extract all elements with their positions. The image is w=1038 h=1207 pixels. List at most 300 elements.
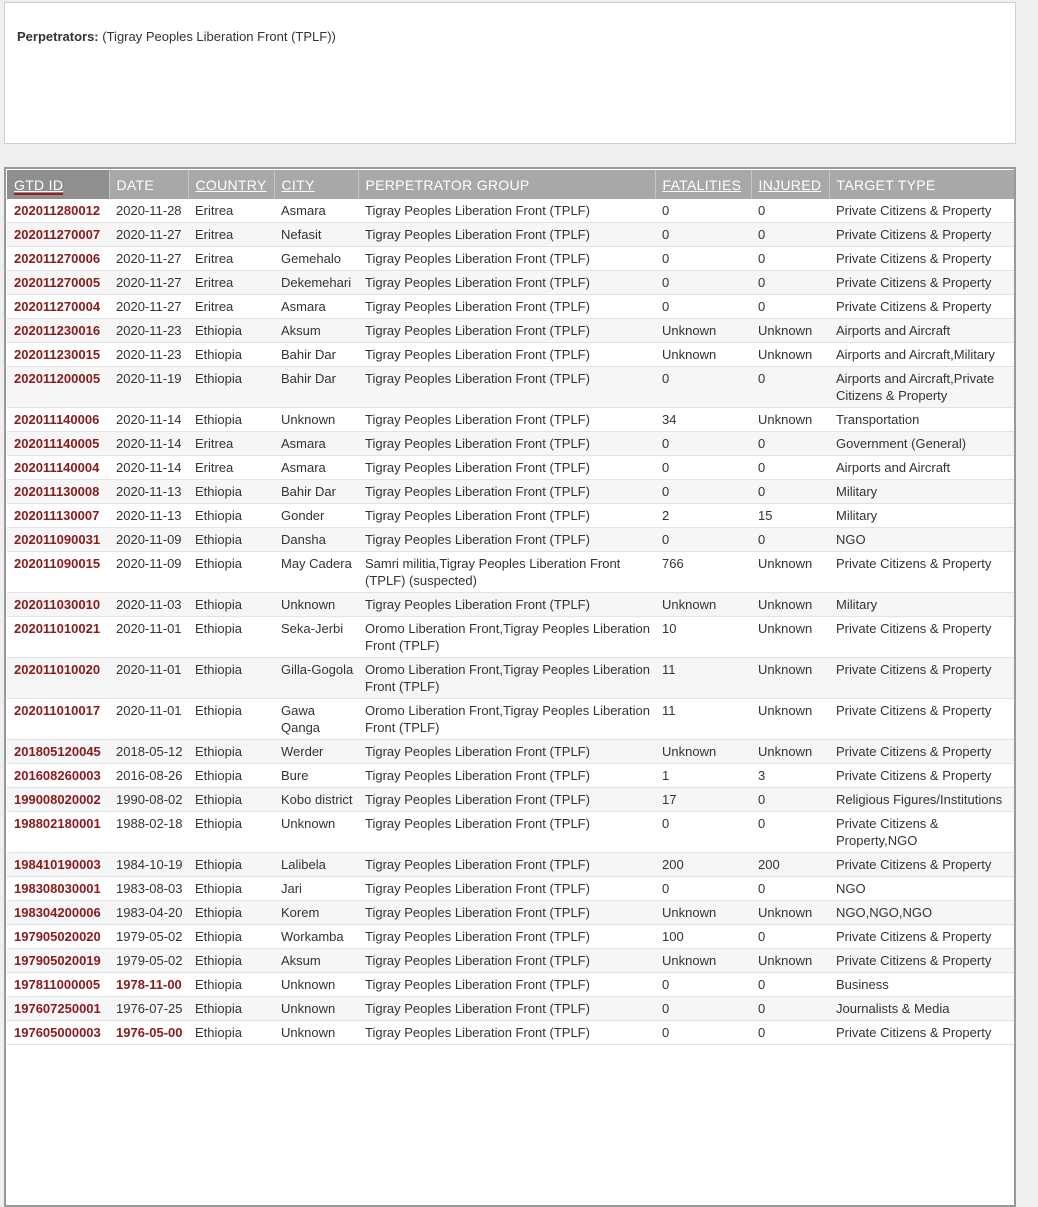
cell-injured: 0 bbox=[751, 788, 829, 812]
cell-fatalities: 0 bbox=[655, 480, 751, 504]
incident-link[interactable]: 202011140006 bbox=[14, 412, 100, 427]
cell-fatalities: Unknown bbox=[655, 343, 751, 367]
cell-fatalities: 0 bbox=[655, 1021, 751, 1045]
cell-injured: 0 bbox=[751, 812, 829, 853]
cell-injured: 0 bbox=[751, 367, 829, 408]
cell-injured: 0 bbox=[751, 247, 829, 271]
cell-fatalities: Unknown bbox=[655, 949, 751, 973]
cell-perpetrator: Tigray Peoples Liberation Front (TPLF) bbox=[358, 740, 655, 764]
column-header-fatalities[interactable] bbox=[655, 170, 751, 199]
incident-link[interactable]: 202011230015 bbox=[14, 347, 101, 362]
cell-city: Asmara bbox=[274, 199, 358, 223]
incident-link[interactable]: 202011090031 bbox=[14, 532, 101, 547]
cell-fatalities: Unknown bbox=[655, 593, 751, 617]
cell-country: Ethiopia bbox=[188, 593, 274, 617]
cell-target: Military bbox=[829, 480, 1015, 504]
column-header-city[interactable] bbox=[274, 170, 358, 199]
cell-injured: Unknown bbox=[751, 699, 829, 740]
table-row bbox=[7, 408, 1015, 432]
cell-perpetrator: Tigray Peoples Liberation Front (TPLF) bbox=[358, 432, 655, 456]
cell-city: Bahir Dar bbox=[274, 343, 358, 367]
cell-city: Unknown bbox=[274, 812, 358, 853]
cell-country: Ethiopia bbox=[188, 997, 274, 1021]
cell-perpetrator: Oromo Liberation Front,Tigray Peoples Liberation Front (TPLF) bbox=[358, 658, 655, 699]
cell-fatalities: 0 bbox=[655, 812, 751, 853]
incident-link[interactable]: 202011230016 bbox=[14, 323, 101, 338]
table-row bbox=[7, 528, 1015, 552]
cell-country: Ethiopia bbox=[188, 343, 274, 367]
cell-gtd-id bbox=[7, 295, 109, 319]
cell-country: Eritrea bbox=[188, 247, 274, 271]
cell-fatalities: Unknown bbox=[655, 901, 751, 925]
cell-injured: Unknown bbox=[751, 319, 829, 343]
cell-gtd-id bbox=[7, 593, 109, 617]
incident-link[interactable]: 197905020019 bbox=[14, 953, 101, 968]
cell-fatalities: 17 bbox=[655, 788, 751, 812]
cell-gtd-id bbox=[7, 901, 109, 925]
incident-link[interactable]: 202011270004 bbox=[14, 299, 101, 314]
cell-target: Military bbox=[829, 504, 1015, 528]
cell-gtd-id bbox=[7, 247, 109, 271]
cell-city: Bure bbox=[274, 764, 358, 788]
cell-perpetrator: Tigray Peoples Liberation Front (TPLF) bbox=[358, 528, 655, 552]
cell-gtd-id bbox=[7, 223, 109, 247]
cell-target: Private Citizens & Property bbox=[829, 295, 1015, 319]
table-row bbox=[7, 247, 1015, 271]
cell-injured: 200 bbox=[751, 853, 829, 877]
incident-link[interactable]: 202011270007 bbox=[14, 227, 101, 242]
incident-link[interactable]: 198308030001 bbox=[14, 881, 101, 896]
table-row bbox=[7, 432, 1015, 456]
column-header-gtd-id[interactable] bbox=[7, 170, 109, 199]
cell-date: 1983-04-20 bbox=[109, 901, 188, 925]
table-row bbox=[7, 973, 1015, 997]
cell-perpetrator: Tigray Peoples Liberation Front (TPLF) bbox=[358, 812, 655, 853]
table-header-row bbox=[7, 170, 1015, 199]
cell-fatalities: 34 bbox=[655, 408, 751, 432]
incident-link[interactable]: 198802180001 bbox=[14, 816, 101, 831]
cell-gtd-id bbox=[7, 408, 109, 432]
cell-target: Business bbox=[829, 973, 1015, 997]
cell-date: 1984-10-19 bbox=[109, 853, 188, 877]
results-table bbox=[7, 170, 1016, 1045]
table-row bbox=[7, 658, 1015, 699]
table-row bbox=[7, 877, 1015, 901]
cell-gtd-id bbox=[7, 877, 109, 901]
incident-link[interactable]: 198304200006 bbox=[14, 905, 101, 920]
cell-fatalities: 0 bbox=[655, 247, 751, 271]
cell-injured: 0 bbox=[751, 925, 829, 949]
cell-date: 2020-11-27 bbox=[109, 271, 188, 295]
incident-link[interactable]: 202011200005 bbox=[14, 371, 101, 386]
table-row bbox=[7, 901, 1015, 925]
cell-fatalities: 0 bbox=[655, 997, 751, 1021]
cell-target: Private Citizens & Property bbox=[829, 552, 1015, 593]
cell-country: Ethiopia bbox=[188, 949, 274, 973]
cell-fatalities: 0 bbox=[655, 271, 751, 295]
cell-fatalities: 0 bbox=[655, 199, 751, 223]
cell-gtd-id bbox=[7, 788, 109, 812]
cell-gtd-id bbox=[7, 528, 109, 552]
cell-country: Eritrea bbox=[188, 199, 274, 223]
cell-city: Gemehalo bbox=[274, 247, 358, 271]
cell-country: Ethiopia bbox=[188, 925, 274, 949]
cell-city: Korem bbox=[274, 901, 358, 925]
cell-target: Private Citizens & Property bbox=[829, 223, 1015, 247]
cell-perpetrator: Tigray Peoples Liberation Front (TPLF) bbox=[358, 343, 655, 367]
cell-perpetrator: Tigray Peoples Liberation Front (TPLF) bbox=[358, 456, 655, 480]
cell-date: 2020-11-27 bbox=[109, 223, 188, 247]
cell-city: Jari bbox=[274, 877, 358, 901]
cell-perpetrator: Tigray Peoples Liberation Front (TPLF) bbox=[358, 1021, 655, 1045]
incident-link[interactable]: 197607250001 bbox=[14, 1001, 101, 1016]
cell-fatalities: 10 bbox=[655, 617, 751, 658]
cell-date: 2020-11-23 bbox=[109, 319, 188, 343]
table-row bbox=[7, 699, 1015, 740]
cell-date: 1979-05-02 bbox=[109, 925, 188, 949]
cell-date: 2020-11-13 bbox=[109, 480, 188, 504]
cell-perpetrator: Tigray Peoples Liberation Front (TPLF) bbox=[358, 223, 655, 247]
cell-gtd-id bbox=[7, 367, 109, 408]
cell-date: 2018-05-12 bbox=[109, 740, 188, 764]
incident-link[interactable]: 197605000003 bbox=[14, 1025, 101, 1040]
cell-country: Ethiopia bbox=[188, 973, 274, 997]
column-header-date bbox=[109, 170, 188, 199]
cell-target: Private Citizens & Property,NGO bbox=[829, 812, 1015, 853]
table-row bbox=[7, 764, 1015, 788]
cell-perpetrator: Tigray Peoples Liberation Front (TPLF) bbox=[358, 788, 655, 812]
cell-target: Private Citizens & Property bbox=[829, 764, 1015, 788]
cell-date: 1976-05-00 bbox=[109, 1021, 188, 1045]
cell-perpetrator: Tigray Peoples Liberation Front (TPLF) bbox=[358, 973, 655, 997]
table-row bbox=[7, 812, 1015, 853]
cell-gtd-id bbox=[7, 853, 109, 877]
cell-date: 2020-11-14 bbox=[109, 456, 188, 480]
cell-date: 1988-02-18 bbox=[109, 812, 188, 853]
cell-perpetrator: Samri militia,Tigray Peoples Liberation Front (TPLF) (suspected) bbox=[358, 552, 655, 593]
cell-country: Ethiopia bbox=[188, 408, 274, 432]
cell-perpetrator: Tigray Peoples Liberation Front (TPLF) bbox=[358, 408, 655, 432]
cell-city: Asmara bbox=[274, 432, 358, 456]
cell-fatalities: 11 bbox=[655, 699, 751, 740]
cell-country: Ethiopia bbox=[188, 504, 274, 528]
cell-city: Unknown bbox=[274, 1021, 358, 1045]
cell-country: Ethiopia bbox=[188, 740, 274, 764]
cell-injured: 0 bbox=[751, 295, 829, 319]
cell-date: 1990-08-02 bbox=[109, 788, 188, 812]
cell-city: Gonder bbox=[274, 504, 358, 528]
cell-injured: Unknown bbox=[751, 617, 829, 658]
cell-city: Unknown bbox=[274, 593, 358, 617]
cell-fatalities: 766 bbox=[655, 552, 751, 593]
cell-date: 2020-11-01 bbox=[109, 617, 188, 658]
cell-country: Ethiopia bbox=[188, 552, 274, 593]
incident-link[interactable]: 202011270005 bbox=[14, 275, 101, 290]
cell-gtd-id bbox=[7, 199, 109, 223]
cell-date: 2020-11-14 bbox=[109, 408, 188, 432]
cell-date: 2020-11-27 bbox=[109, 295, 188, 319]
cell-perpetrator: Tigray Peoples Liberation Front (TPLF) bbox=[358, 925, 655, 949]
table-row bbox=[7, 1021, 1015, 1045]
cell-perpetrator: Tigray Peoples Liberation Front (TPLF) bbox=[358, 949, 655, 973]
cell-perpetrator: Tigray Peoples Liberation Front (TPLF) bbox=[358, 247, 655, 271]
cell-perpetrator: Tigray Peoples Liberation Front (TPLF) bbox=[358, 367, 655, 408]
incident-link[interactable]: 202011030010 bbox=[14, 597, 101, 612]
column-header-label: PERPETRATOR GROUP bbox=[365, 176, 530, 193]
table-row bbox=[7, 456, 1015, 480]
column-header-label: GTD ID bbox=[14, 176, 64, 193]
cell-injured: Unknown bbox=[751, 658, 829, 699]
cell-date: 2020-11-28 bbox=[109, 199, 188, 223]
cell-gtd-id bbox=[7, 699, 109, 740]
cell-city: May Cadera bbox=[274, 552, 358, 593]
cell-perpetrator: Tigray Peoples Liberation Front (TPLF) bbox=[358, 877, 655, 901]
cell-injured: Unknown bbox=[751, 740, 829, 764]
cell-gtd-id bbox=[7, 740, 109, 764]
cell-fatalities: 0 bbox=[655, 367, 751, 408]
incident-link[interactable]: 202011270006 bbox=[14, 251, 101, 266]
cell-target: Private Citizens & Property bbox=[829, 658, 1015, 699]
cell-city: Unknown bbox=[274, 408, 358, 432]
cell-target: Private Citizens & Property bbox=[829, 949, 1015, 973]
cell-injured: Unknown bbox=[751, 408, 829, 432]
column-header-label: FATALITIES bbox=[662, 176, 742, 193]
cell-injured: Unknown bbox=[751, 593, 829, 617]
cell-perpetrator: Oromo Liberation Front,Tigray Peoples Liberation Front (TPLF) bbox=[358, 617, 655, 658]
cell-gtd-id bbox=[7, 764, 109, 788]
cell-fatalities: 2 bbox=[655, 504, 751, 528]
column-header-label: CITY bbox=[281, 176, 315, 193]
cell-city: Werder bbox=[274, 740, 358, 764]
incident-link[interactable]: 202011090015 bbox=[14, 556, 101, 571]
column-header-label: COUNTRY bbox=[195, 176, 267, 193]
cell-target: Private Citizens & Property bbox=[829, 1021, 1015, 1045]
cell-country: Ethiopia bbox=[188, 367, 274, 408]
table-row bbox=[7, 319, 1015, 343]
incident-link[interactable]: 197811000005 bbox=[14, 977, 101, 992]
cell-target: NGO bbox=[829, 877, 1015, 901]
results-table-container bbox=[4, 167, 1016, 1207]
cell-country: Eritrea bbox=[188, 223, 274, 247]
incident-link[interactable]: 197905020020 bbox=[14, 929, 101, 944]
cell-gtd-id bbox=[7, 658, 109, 699]
column-header-label: DATE bbox=[116, 176, 154, 193]
cell-date: 2020-11-09 bbox=[109, 552, 188, 593]
cell-injured: Unknown bbox=[751, 552, 829, 593]
cell-fatalities: 11 bbox=[655, 658, 751, 699]
cell-country: Ethiopia bbox=[188, 699, 274, 740]
table-row bbox=[7, 788, 1015, 812]
table-row bbox=[7, 295, 1015, 319]
cell-country: Ethiopia bbox=[188, 658, 274, 699]
column-header-injured[interactable] bbox=[751, 170, 829, 199]
table-row bbox=[7, 853, 1015, 877]
table-row bbox=[7, 740, 1015, 764]
cell-perpetrator: Oromo Liberation Front,Tigray Peoples Liberation Front (TPLF) bbox=[358, 699, 655, 740]
incident-link[interactable]: 202011280012 bbox=[14, 203, 101, 218]
cell-perpetrator: Tigray Peoples Liberation Front (TPLF) bbox=[358, 764, 655, 788]
cell-target: Military bbox=[829, 593, 1015, 617]
cell-target: Private Citizens & Property bbox=[829, 247, 1015, 271]
table-row bbox=[7, 223, 1015, 247]
cell-city: Asmara bbox=[274, 295, 358, 319]
cell-fatalities: 200 bbox=[655, 853, 751, 877]
cell-target: Airports and Aircraft,Private Citizens & Property bbox=[829, 367, 1015, 408]
cell-gtd-id bbox=[7, 319, 109, 343]
cell-date: 2020-11-19 bbox=[109, 367, 188, 408]
cell-country: Ethiopia bbox=[188, 480, 274, 504]
cell-injured: Unknown bbox=[751, 901, 829, 925]
cell-city: Asmara bbox=[274, 456, 358, 480]
cell-target: Airports and Aircraft bbox=[829, 319, 1015, 343]
cell-date: 2020-11-23 bbox=[109, 343, 188, 367]
cell-city: Unknown bbox=[274, 973, 358, 997]
cell-target: Private Citizens & Property bbox=[829, 925, 1015, 949]
cell-injured: 0 bbox=[751, 271, 829, 295]
cell-perpetrator: Tigray Peoples Liberation Front (TPLF) bbox=[358, 853, 655, 877]
cell-injured: 0 bbox=[751, 1021, 829, 1045]
cell-gtd-id bbox=[7, 812, 109, 853]
cell-injured: 15 bbox=[751, 504, 829, 528]
cell-country: Eritrea bbox=[188, 295, 274, 319]
cell-date: 2020-11-09 bbox=[109, 528, 188, 552]
incident-link[interactable]: 202011010021 bbox=[14, 621, 101, 636]
cell-injured: Unknown bbox=[751, 949, 829, 973]
cell-city: Dansha bbox=[274, 528, 358, 552]
table-row bbox=[7, 925, 1015, 949]
cell-gtd-id bbox=[7, 504, 109, 528]
cell-fatalities: 100 bbox=[655, 925, 751, 949]
cell-fatalities: 0 bbox=[655, 528, 751, 552]
cell-gtd-id bbox=[7, 925, 109, 949]
cell-city: Aksum bbox=[274, 319, 358, 343]
column-header-target bbox=[829, 170, 1015, 199]
cell-target: Airports and Aircraft,Military bbox=[829, 343, 1015, 367]
table-row bbox=[7, 997, 1015, 1021]
cell-city: Aksum bbox=[274, 949, 358, 973]
cell-perpetrator: Tigray Peoples Liberation Front (TPLF) bbox=[358, 295, 655, 319]
cell-target: Private Citizens & Property bbox=[829, 853, 1015, 877]
cell-target: Journalists & Media bbox=[829, 997, 1015, 1021]
cell-injured: 0 bbox=[751, 997, 829, 1021]
cell-country: Eritrea bbox=[188, 271, 274, 295]
cell-fatalities: 0 bbox=[655, 295, 751, 319]
cell-fatalities: 0 bbox=[655, 223, 751, 247]
column-header-perpetrator bbox=[358, 170, 655, 199]
cell-perpetrator: Tigray Peoples Liberation Front (TPLF) bbox=[358, 593, 655, 617]
cell-country: Ethiopia bbox=[188, 788, 274, 812]
incident-link[interactable]: 202011130008 bbox=[14, 484, 100, 499]
cell-gtd-id bbox=[7, 997, 109, 1021]
cell-target: Private Citizens & Property bbox=[829, 617, 1015, 658]
cell-city: Gawa Qanga bbox=[274, 699, 358, 740]
cell-city: Seka-Jerbi bbox=[274, 617, 358, 658]
cell-perpetrator: Tigray Peoples Liberation Front (TPLF) bbox=[358, 480, 655, 504]
cell-gtd-id bbox=[7, 1021, 109, 1045]
table-row bbox=[7, 617, 1015, 658]
incident-link[interactable]: 202011010017 bbox=[14, 703, 101, 718]
cell-injured: Unknown bbox=[751, 343, 829, 367]
column-header-label: INJURED bbox=[758, 176, 822, 193]
incident-link[interactable]: 198410190003 bbox=[14, 857, 101, 872]
cell-target: Private Citizens & Property bbox=[829, 199, 1015, 223]
cell-country: Ethiopia bbox=[188, 853, 274, 877]
cell-target: Religious Figures/Institutions bbox=[829, 788, 1015, 812]
cell-city: Lalibela bbox=[274, 853, 358, 877]
incident-link[interactable]: 202011140005 bbox=[14, 436, 100, 451]
cell-gtd-id bbox=[7, 480, 109, 504]
table-row bbox=[7, 552, 1015, 593]
table-row bbox=[7, 271, 1015, 295]
cell-injured: 0 bbox=[751, 456, 829, 480]
cell-country: Ethiopia bbox=[188, 528, 274, 552]
cell-country: Ethiopia bbox=[188, 319, 274, 343]
cell-country: Eritrea bbox=[188, 456, 274, 480]
cell-gtd-id bbox=[7, 617, 109, 658]
cell-perpetrator: Tigray Peoples Liberation Front (TPLF) bbox=[358, 997, 655, 1021]
cell-city: Kobo district bbox=[274, 788, 358, 812]
cell-injured: 0 bbox=[751, 973, 829, 997]
cell-injured: 0 bbox=[751, 432, 829, 456]
filter-value: (Tigray Peoples Liberation Front (TPLF)) bbox=[102, 29, 336, 44]
cell-country: Ethiopia bbox=[188, 877, 274, 901]
incident-link[interactable]: 202011010020 bbox=[14, 662, 101, 677]
table-row bbox=[7, 949, 1015, 973]
incident-link[interactable]: 201608260003 bbox=[14, 768, 101, 783]
cell-perpetrator: Tigray Peoples Liberation Front (TPLF) bbox=[358, 199, 655, 223]
cell-fatalities: Unknown bbox=[655, 740, 751, 764]
cell-target: Private Citizens & Property bbox=[829, 699, 1015, 740]
cell-country: Eritrea bbox=[188, 432, 274, 456]
cell-gtd-id bbox=[7, 456, 109, 480]
cell-gtd-id bbox=[7, 552, 109, 593]
cell-fatalities: 0 bbox=[655, 456, 751, 480]
cell-gtd-id bbox=[7, 973, 109, 997]
incident-link[interactable]: 202011140004 bbox=[14, 460, 100, 475]
filter-summary bbox=[17, 29, 336, 44]
incident-link[interactable]: 202011130007 bbox=[14, 508, 100, 523]
cell-target: Government (General) bbox=[829, 432, 1015, 456]
cell-date: 2020-11-01 bbox=[109, 658, 188, 699]
cell-injured: 0 bbox=[751, 877, 829, 901]
cell-perpetrator: Tigray Peoples Liberation Front (TPLF) bbox=[358, 504, 655, 528]
cell-target: Transportation bbox=[829, 408, 1015, 432]
table-row bbox=[7, 480, 1015, 504]
cell-fatalities: 0 bbox=[655, 877, 751, 901]
column-header-country[interactable] bbox=[188, 170, 274, 199]
incident-link[interactable]: 199008020002 bbox=[14, 792, 101, 807]
incident-link[interactable]: 201805120045 bbox=[14, 744, 101, 759]
column-header-label: TARGET TYPE bbox=[836, 176, 936, 193]
cell-date: 2020-11-27 bbox=[109, 247, 188, 271]
cell-country: Ethiopia bbox=[188, 812, 274, 853]
cell-perpetrator: Tigray Peoples Liberation Front (TPLF) bbox=[358, 901, 655, 925]
cell-gtd-id bbox=[7, 432, 109, 456]
cell-injured: 3 bbox=[751, 764, 829, 788]
cell-city: Nefasit bbox=[274, 223, 358, 247]
cell-city: Gilla-Gogola bbox=[274, 658, 358, 699]
cell-injured: 0 bbox=[751, 480, 829, 504]
cell-injured: 0 bbox=[751, 199, 829, 223]
cell-gtd-id bbox=[7, 949, 109, 973]
cell-target: Private Citizens & Property bbox=[829, 271, 1015, 295]
cell-gtd-id bbox=[7, 343, 109, 367]
cell-target: Private Citizens & Property bbox=[829, 740, 1015, 764]
cell-fatalities: 1 bbox=[655, 764, 751, 788]
table-row bbox=[7, 367, 1015, 408]
cell-city: Bahir Dar bbox=[274, 367, 358, 408]
cell-city: Unknown bbox=[274, 997, 358, 1021]
